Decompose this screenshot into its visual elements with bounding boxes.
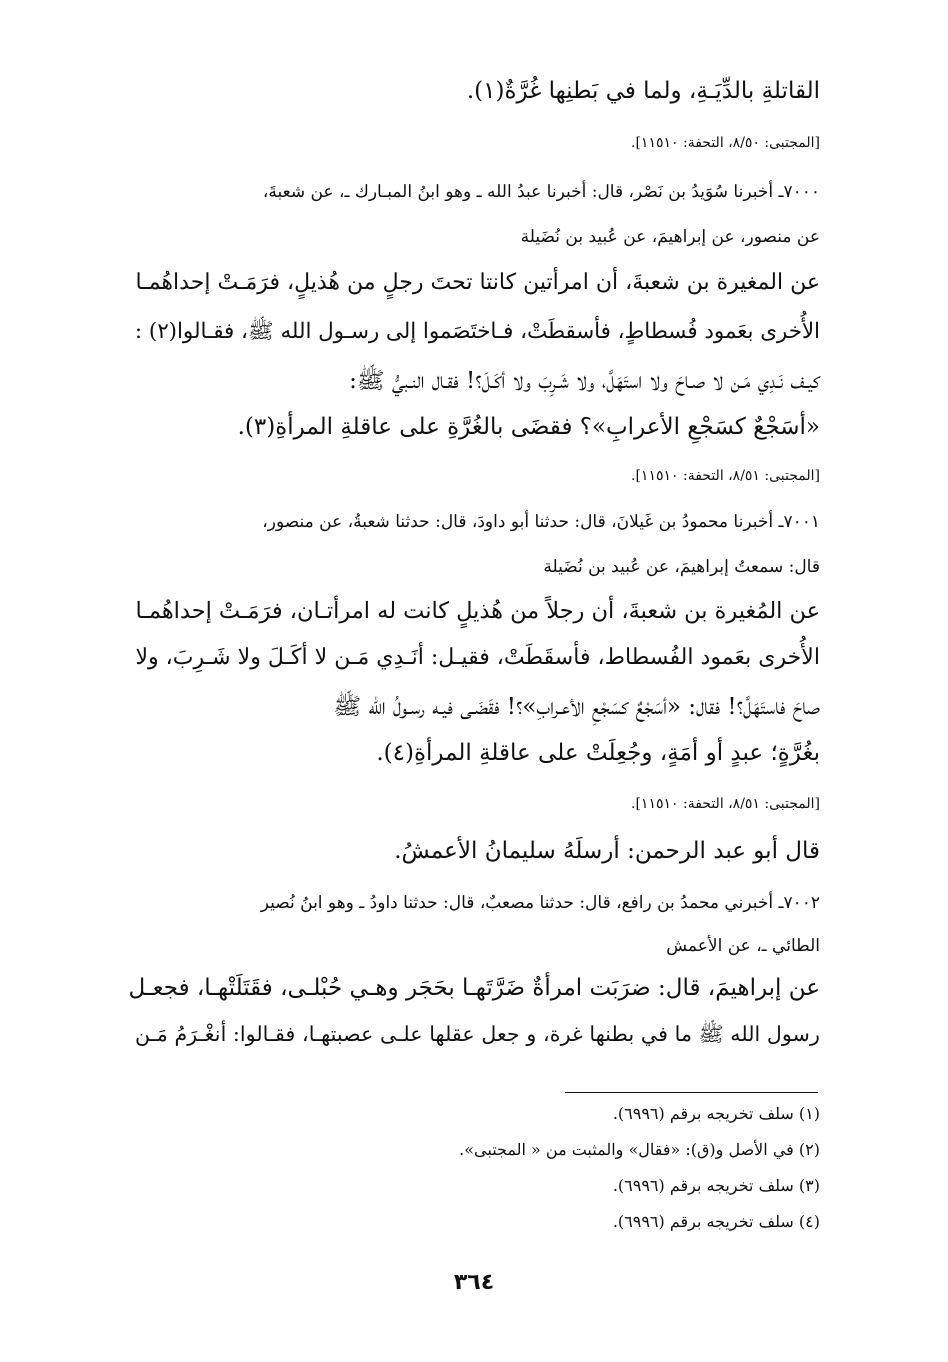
text-line: الأُخرى بعَمود الفُسطاط، فأسقَطَتْ، فقيـل: أنَـدِي مَـن لا أكَـلَ ولا شَـرِبَ، ولا (135, 645, 820, 670)
text-line: «أسَجْعٌ كسَجْعِ الأعرابِ»؟ فقضَى بالغُرَّةِ على عاقلةِ المرأةِ(٣). (237, 414, 820, 440)
text-line: الأُخرى بعَمود فُسطاطٍ، فأسقطَتْ، فـاختَصَموا إلى رسـول الله ﷺ، فقـالوا(٢) : (134, 319, 820, 344)
text-line: عن المغيرة بن شعبةَ، أن امرأتين كانتا تحتَ رجلٍ من هُذيلٍ، فرَمَـتْ إحداهُمـا (135, 270, 820, 295)
reference-line: [المجتبى: ٨/٥١، التحفة: ١١٥١٠]. (631, 796, 820, 812)
text-line: عن إبراهيمَ، قال: ضرَبَت امرأةٌ ضَرَّتَهـا بحَجَر وهـي حُبْلـى، فقَتَلَتْهـا، فجعـل (128, 975, 820, 1001)
footnote: (٢) في الأصل و(ق): «فقال» والمثبت من « المجتبى». (459, 1140, 820, 1159)
text-line: عن المُغيرة بن شعبةَ، أن رجلاً من هُذيلٍ كانت له امرأتـان، فرَمَـتْ إحداهُمـا (135, 598, 820, 624)
text-line: بغُرَّةٍ؛ عبدٍ أو أمَةٍ، وجُعِلَتْ على عاقلةِ المرأةِ(٤). (376, 740, 820, 766)
isnad-line: عن منصور، عن إبراهيمَ، عن عُبيد بن نُضَيلة (520, 227, 820, 247)
isnad-line: ٧٠٠٠ـ أخبرنا سُوَيدُ بن نَصْر، قال: أخبرنا عبدُ الله ـ وهو ابنُ المبـارك ـ، عن شعبةَ، (262, 182, 820, 202)
isnad-line: ٧٠٠١ـ أخبرنا محمودُ بن غَيلانَ، قال: حدثنا أبو داودَ، قال: حدثنا شعبةُ، عن منصور، (262, 512, 820, 532)
footnote: (١) سلف تخريجه برقم (٦٩٩٦). (612, 1104, 820, 1123)
text-line: كيـف نَـدِي مَـن لا صـاحَ ولا استَهَلَّ، ولا شَـرِبَ ولا أكَـلَ؟! فقـال النـبيُّ ﷺ: (349, 368, 820, 394)
reference-line: [المجتبى: ٨/٥١، التحفة: ١١٥١٠]. (631, 468, 820, 484)
footnote-divider (565, 1092, 818, 1093)
author-comment: قال أبو عبد الرحمن: أرسلَهُ سليمانُ الأعمشُ. (394, 838, 820, 864)
text-line: رسول الله ﷺ ما في بطنها غرة، و جعل عقلها علـى عصبتهـا، فقـالوا: أنغْـرَمُ مَـن (134, 1022, 820, 1046)
text-line: القاتلةِ بالدِّيَـةِ، ولما في بَطنِها غُرَّةٌ(١). (466, 78, 820, 104)
isnad-line: قال: سمعتُ إبراهيمَ، عن عُبيد بن نُضَيلة (543, 557, 820, 577)
footnote: (٣) سلف تخريجه برقم (٦٩٩٦). (612, 1176, 820, 1195)
isnad-line: ٧٠٠٢ـ أخبرني محمدُ بن رافع، قال: حدثنا مصعبٌ، قال: حدثنا داودُ ـ وهو ابنُ نُصير (260, 893, 820, 913)
reference-line: [المجتبى: ٨/٥٠، التحفة: ١١٥١٠]. (631, 135, 820, 151)
page-number: ٣٦٤ (453, 1270, 495, 1295)
footnote: (٤) سلف تخريجه برقم (٦٩٩٦). (612, 1212, 820, 1231)
text-line: صاحَ فاستَهَلَّ؟! فقال: «أسَجْعٌ كسَجْعِ الأعـرابِ»؟! فقَضَـى فيـه رسـولُ الله ﷺ (333, 694, 820, 720)
isnad-line: الطائي ـ، عن الأعمش (666, 936, 820, 956)
